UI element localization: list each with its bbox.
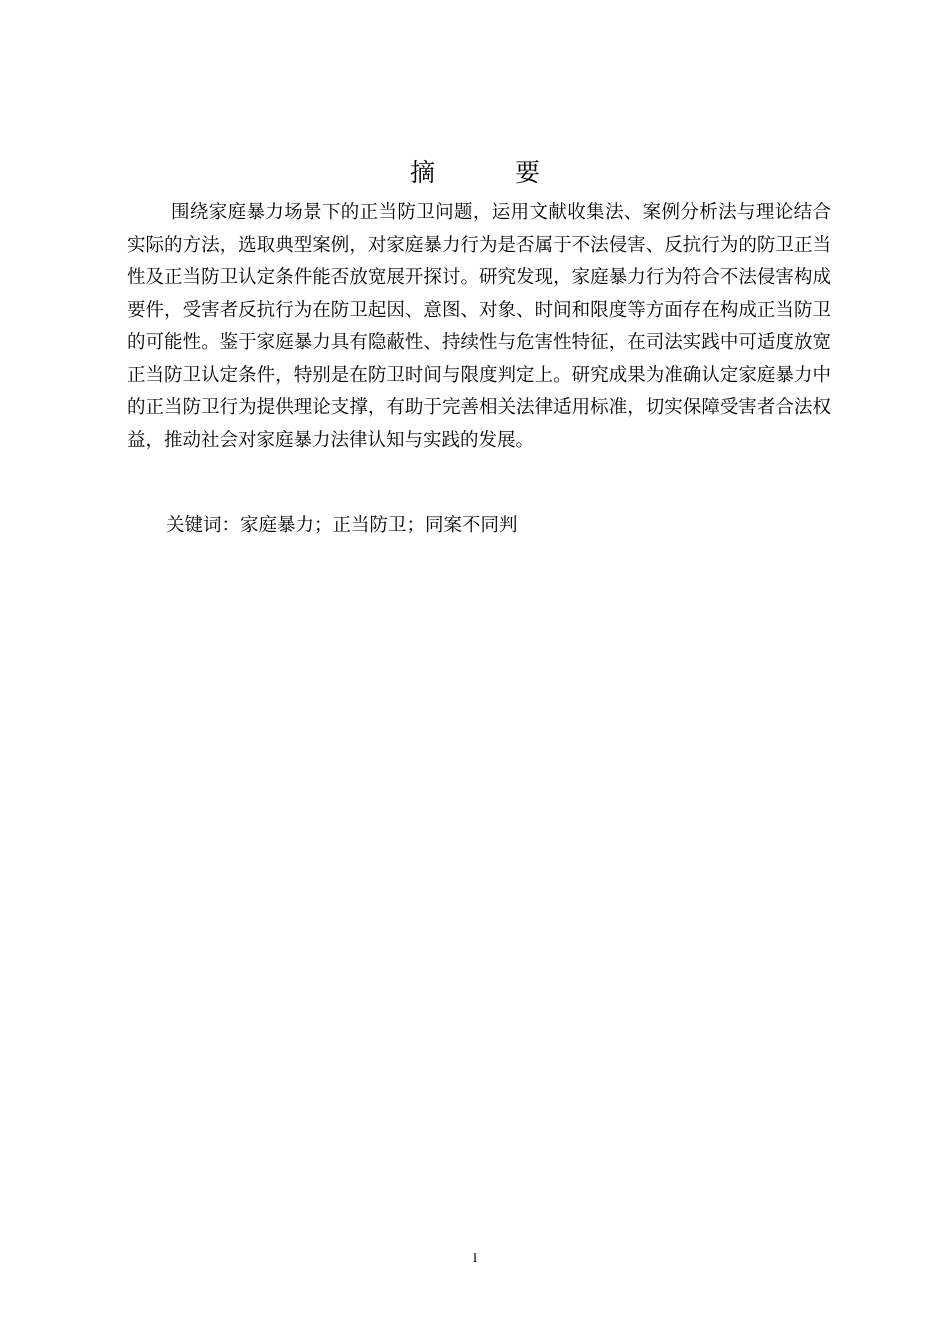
page-number: I xyxy=(472,1250,478,1265)
page-title: 摘 要 xyxy=(410,157,576,187)
keywords-line: 关键词：家庭暴力；正当防卫；同案不同判 xyxy=(166,515,518,536)
abstract-paragraph: 围绕家庭暴力场景下的正当防卫问题，运用文献收集法、案例分析法与理论结合实际的方法，选取典型案例，对家庭暴力行为是否属于不法侵害、反抗行为的防卫正当性及正当防卫认定条件能否放宽展开探讨。研究发现，家庭暴力行为符合不法侵害构成要件，受害者反抗行为在防卫起因、意图、对象、时间和限度等方面存在构成正当防卫的可能性。鉴于家庭暴力具有隐蔽性、持续性与危害性特征，在司法实践中可适度放宽正当防卫认定条件，特别是在防卫时间与限度判定上。研究成果为准确认定家庭暴力中的正当防卫行为提供理论支撑，有助于完善相关法律适用标准，切实保障受害者合法权益，推动社会对家庭暴力法律认知与实践的发展。 xyxy=(127,202,831,451)
